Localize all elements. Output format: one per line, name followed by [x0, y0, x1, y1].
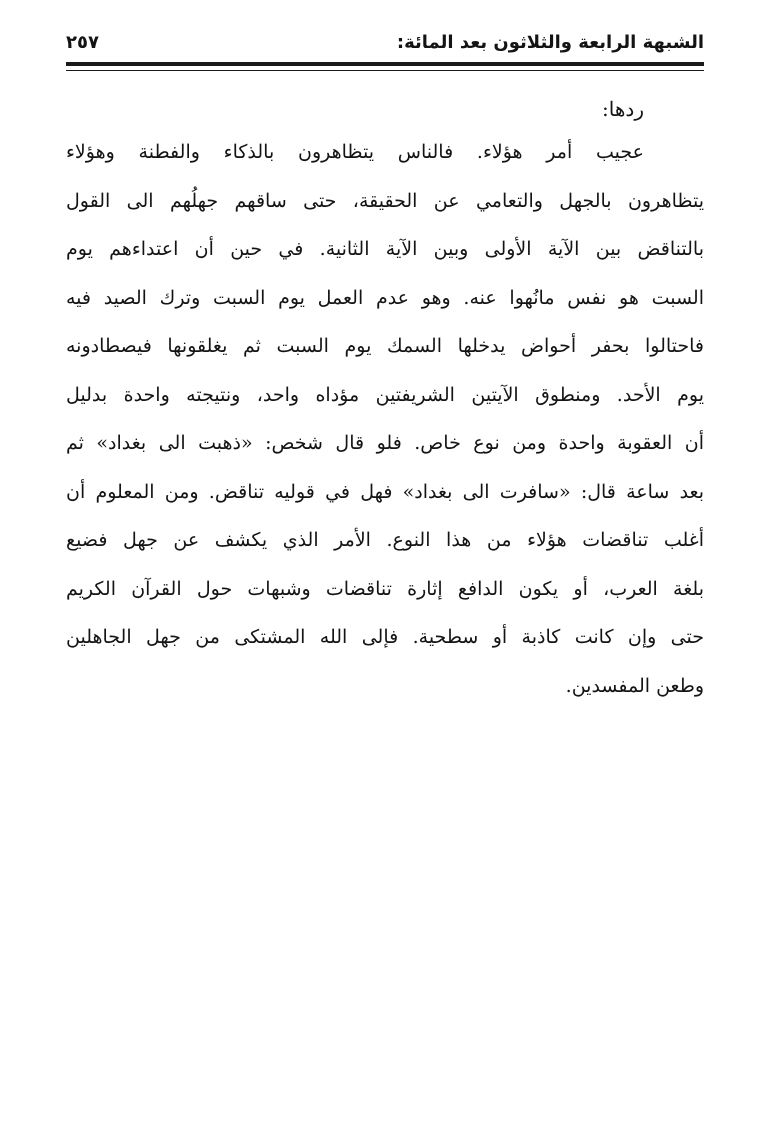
paragraph-line: يوم الأحد. ومنطوق الآيتين الشريفتين مؤداه واحد، ونتيجته واحدة بدليل [66, 383, 704, 406]
paragraph [66, 128, 704, 710]
paragraph-line: حتى وإن كانت كاذبة أو سطحية. فإلى الله المشتكى من جهل الجاهلين [66, 626, 704, 648]
paragraph-line: يتظاهرون بالجهل والتعامي عن الحقيقة، حتى ساقهم جهلُهم الى القول [66, 189, 704, 212]
paragraph-line: أن العقوبة واحدة ومن نوع خاص. فلو قال شخص: «ذهبت الى بغداد» ثم [66, 432, 704, 454]
running-title: الشبهة الرابعة والثلاثون بعد المائة: [396, 32, 704, 53]
header-rule-thick [66, 62, 704, 66]
paragraph-line: بعد ساعة قال: «سافرت الى بغداد» فهل في قوليه تناقض. ومن المعلوم أن [66, 480, 704, 503]
header-rule-thin [66, 70, 704, 71]
page-header [66, 26, 704, 56]
paragraph-line: فاحتالوا بحفر أحواض يدخلها السمك يوم السبت ثم يغلقونها فيصطادونه [66, 335, 704, 357]
body-text [66, 90, 704, 710]
section-heading: ردها: [602, 97, 644, 121]
paragraph-line: السبت هو نفس مانُهوا عنه. وهو عدم العمل يوم السبت وترك الصيد فيه [66, 286, 704, 309]
paragraph-line: عجيب أمر هؤلاء. فالناس يتظاهرون بالذكاء والفطنة وهؤلاء [66, 141, 644, 163]
page-number: ٢٥٧ [66, 32, 99, 53]
paragraph-line: وطعن المفسدين. [565, 674, 704, 697]
paragraph-line: بالتناقض بين الآية الأولى وبين الآية الثانية. في حين أن اعتداءهم يوم [66, 238, 704, 260]
paragraph-line: أغلب تناقضات هؤلاء من هذا النوع. الأمر الذي يكشف عن جهل فضيع [66, 529, 704, 551]
paragraph-line: بلغة العرب، أو يكون الدافع إثارة تناقضات وشبهات حول القرآن الكريم [66, 577, 704, 600]
